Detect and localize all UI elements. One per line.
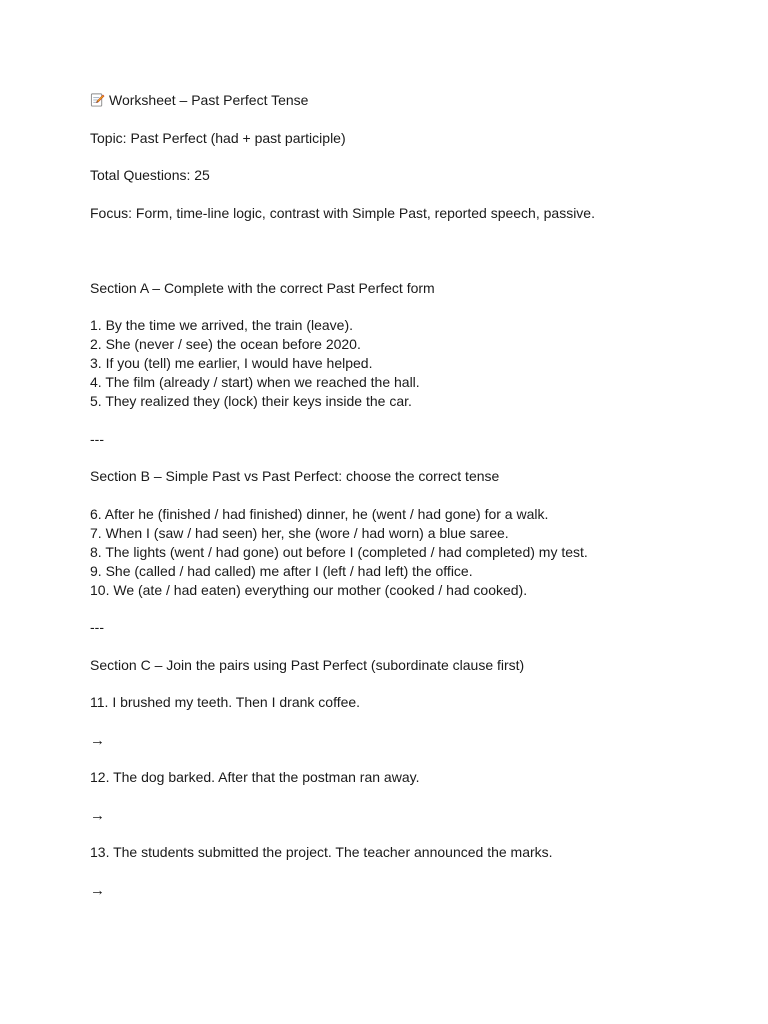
- section-divider: ---: [90, 619, 104, 635]
- worksheet-title-row: [90, 91, 730, 110]
- memo-icon: [90, 92, 105, 107]
- focus-line: Focus: Form, time-line logic, contrast with Simple Past, reported speech, passive.: [90, 204, 595, 221]
- answer-arrow: →: [90, 806, 105, 824]
- total-questions-line: Total Questions: 25: [90, 167, 210, 183]
- section-divider: ---: [90, 430, 104, 447]
- question-item: 5. They realized they (lock) their keys inside the car.: [90, 393, 412, 409]
- worksheet-title: Worksheet – Past Perfect Tense: [109, 92, 309, 108]
- section-c-heading: Section C – Join the pairs using Past Perfect (subordinate clause first): [90, 656, 525, 673]
- worksheet-page: [90, 91, 730, 900]
- section-b-heading: Section B – Simple Past vs Past Perfect: choose the correct tense: [90, 468, 500, 484]
- answer-arrow: →: [90, 731, 105, 749]
- answer-arrow: →: [90, 881, 105, 899]
- section-a-heading: Section A – Complete with the correct Past Perfect form: [90, 279, 435, 296]
- section-a-list: [90, 316, 730, 411]
- question-item: 8. The lights (went / had gone) out before I (completed / had completed) my test.: [90, 543, 588, 560]
- question-item: 10. We (ate / had eaten) everything our mother (cooked / had cooked).: [90, 581, 528, 598]
- topic-line: Topic: Past Perfect (had + past participle): [90, 129, 346, 146]
- question-item: 9. She (called / had called) me after I (left / had left) the office.: [90, 562, 473, 579]
- question-item: 1. By the time we arrived, the train (leave).: [90, 317, 353, 333]
- question-item: 7. When I (saw / had seen) her, she (wore / had worn) a blue saree.: [90, 524, 509, 541]
- question-item: 13. The students submitted the project. The teacher announced the marks.: [90, 844, 553, 860]
- question-item: 6. After he (finished / had finished) dinner, he (went / had gone) for a walk.: [90, 505, 549, 522]
- section-b-list: [90, 505, 730, 600]
- question-item: 4. The film (already / start) when we reached the hall.: [90, 374, 420, 390]
- question-item: 12. The dog barked. After that the postman ran away.: [90, 769, 420, 785]
- question-item: 11. I brushed my teeth. Then I drank coffee.: [90, 694, 361, 710]
- question-item: 2. She (never / see) the ocean before 2020.: [90, 336, 361, 352]
- question-item: 3. If you (tell) me earlier, I would have helped.: [90, 355, 373, 371]
